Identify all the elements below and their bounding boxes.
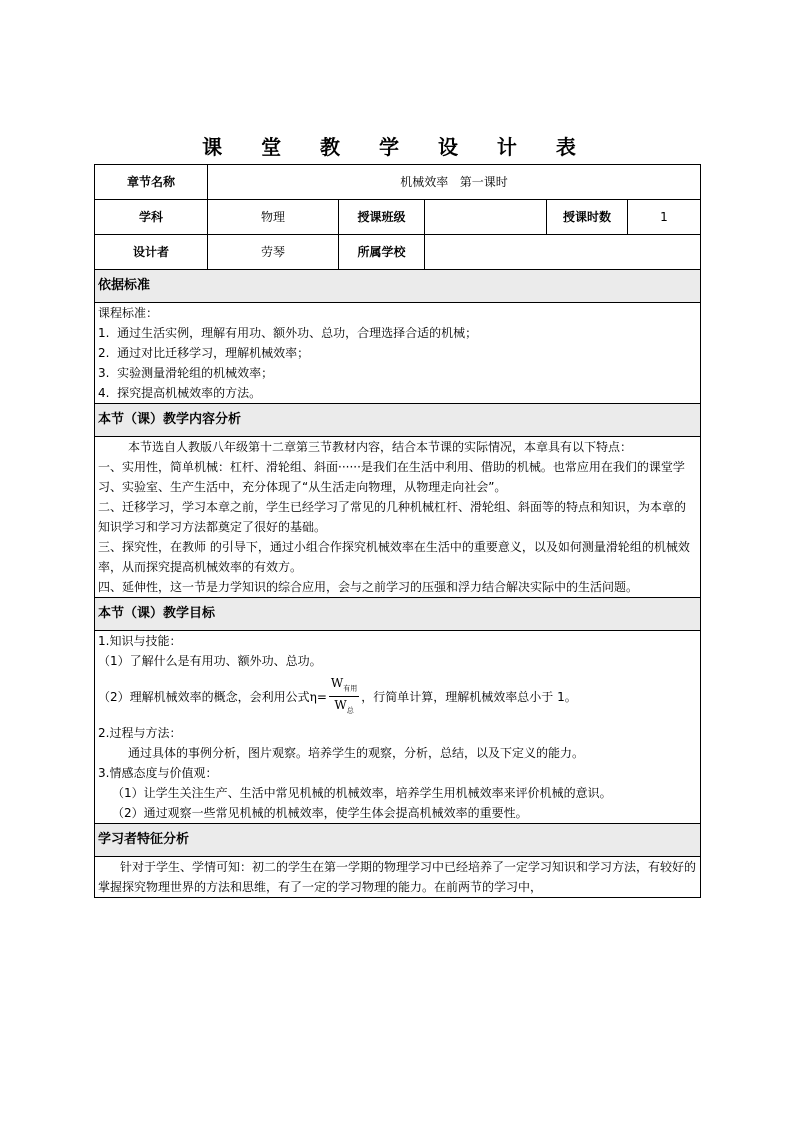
- standard-item: 3. 实验测量滑轮组的机械效率；: [98, 366, 274, 380]
- hours-label: 授课时数: [547, 200, 628, 235]
- class-value: [425, 200, 547, 235]
- page-title: 课 堂 教 学 设 计 表: [202, 135, 592, 159]
- designer-value: 劳琴: [208, 235, 339, 270]
- fraction-denominator: $W_总$: [334, 698, 354, 715]
- efficiency-fraction: [329, 676, 359, 719]
- emotion-item: （1）让学生关注生产、生活中常见机械的机械效率，培养学生用机械效率来评价机械的意识。: [112, 786, 612, 800]
- knowledge-title: 1.知识与技能：: [98, 634, 182, 648]
- learner-text: 针对于学生、学情可知：初二的学生在第一学期的物理学习中已经培养了一定学习知识和学习方法，有较好的掌握探究物理世界的方法和思维，有了一定的学习物理的能力。在前两节的学习中，: [98, 860, 697, 894]
- objectives-body: [95, 631, 701, 824]
- school-label: 所属学校: [339, 235, 425, 270]
- emotion-title: 3.情感态度与价值观：: [98, 766, 218, 780]
- learner-body: [95, 857, 701, 898]
- chapter-value: 机械效率 第一课时: [208, 165, 701, 200]
- standards-body: [95, 303, 701, 404]
- process-text: 通过具体的事例分析，图片观察。培养学生的观察，分析，总结，以及下定义的能力。: [128, 746, 585, 760]
- emotion-item: （2）通过观察一些常见机械的机械效率，使学生体会提高机械效率的重要性。: [112, 806, 528, 820]
- eta-symbol: η: [309, 690, 317, 704]
- analysis-paragraph: 四、延伸性，这一节是力学知识的综合应用，会与之前学习的压强和浮力结合解决实际中的生活问题。: [98, 580, 639, 594]
- standard-item: 1. 通过生活实例，理解有用功、额外功、总功，合理选择合适的机械；: [98, 326, 478, 340]
- subject-value: 物理: [208, 200, 339, 235]
- fraction-numerator: $W_{有用}$: [329, 676, 359, 697]
- school-value: [425, 235, 701, 270]
- objectives-heading: 本节（课）教学目标: [95, 598, 701, 631]
- standards-heading: 依据标准: [95, 270, 701, 303]
- standards-intro: 课程标准：: [98, 306, 159, 320]
- analysis-paragraph: 三、探究性，在教师 的引导下，通过小组合作探究机械效率在生活中的重要意义，以及如何测量滑轮组的机械效率，从而探究提高机械效率的有效方。: [98, 540, 690, 574]
- chapter-label: 章节名称: [95, 165, 208, 200]
- formula-tail-text: ，行简单计算，理解机械效率总小于 1。: [361, 690, 577, 704]
- knowledge-item: （1）了解什么是有用功、额外功、总功。: [98, 654, 322, 668]
- analysis-paragraph: 一、实用性，简单机械：杠杆、滑轮组、斜面······是我们在生活中利用、借助的机械。也常应用在我们的课堂学习、实验室、生产生活中，充分体现了“从生活走向物理，从物理走向社会”。: [98, 460, 685, 494]
- analysis-paragraph: 二、迁移学习，学习本章之前，学生已经学习了常见的几种机械杠杆、滑轮组、斜面等的特点和知识，为本章的知识学习和学习方法都奠定了很好的基础。: [98, 500, 687, 534]
- standard-item: 2. 通过对比迁移学习，理解机械效率；: [98, 346, 310, 360]
- learner-heading: 学习者特征分析: [95, 824, 701, 857]
- standard-item: 4. 探究提高机械效率的方法。: [98, 386, 262, 400]
- formula-lead-text: （2）理解机械效率的概念，会利用公式: [98, 690, 310, 704]
- class-label: 授课班级: [339, 200, 425, 235]
- knowledge-item-formula: [98, 671, 697, 723]
- process-title: 2.过程与方法：: [98, 726, 182, 740]
- content-analysis-heading: 本节（课）教学内容分析: [95, 404, 701, 437]
- hours-value: 1: [628, 200, 701, 235]
- designer-label: 设计者: [95, 235, 208, 270]
- content-analysis-body: [95, 437, 701, 598]
- equals-sign: =: [316, 690, 327, 704]
- lesson-design-table: [94, 164, 701, 898]
- analysis-paragraph: 本节选自人教版八年级第十二章第三节教材内容，结合本节课的实际情况，本章具有以下特点：: [128, 440, 633, 454]
- subject-label: 学科: [95, 200, 208, 235]
